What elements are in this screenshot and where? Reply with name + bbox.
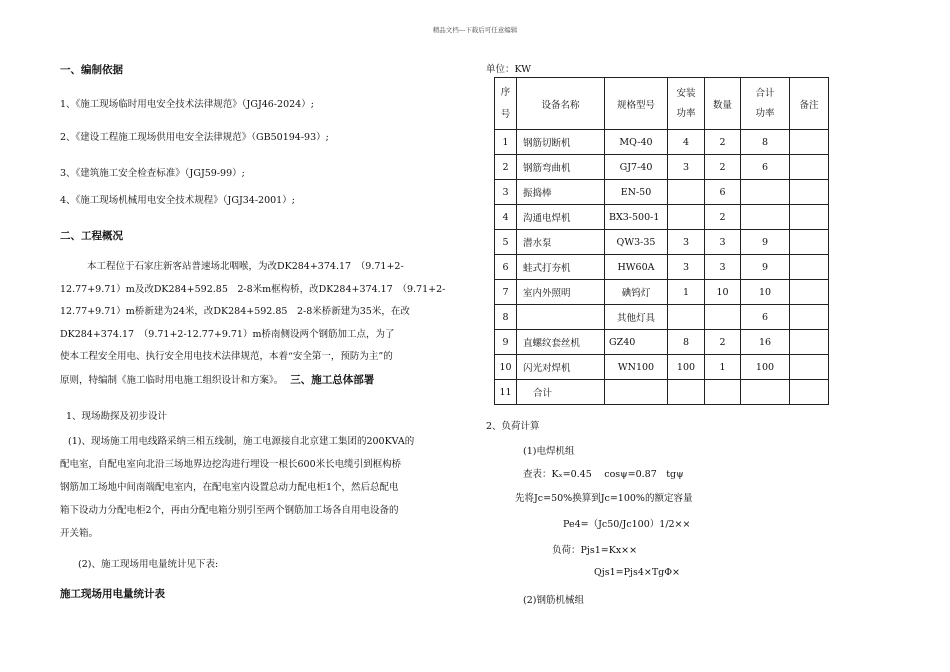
- cell-qty: [705, 380, 741, 405]
- cell-name: 振捣棒: [517, 180, 605, 205]
- cell-total: 100: [741, 355, 790, 380]
- cell-model: BX3-500-1: [605, 205, 668, 230]
- cell-total: [741, 380, 790, 405]
- unit-label: 单位：KW: [486, 64, 532, 75]
- cell-note: [790, 255, 829, 280]
- overview-line: 使本工程安全用电、执行安全用电技术法律规范，本着“安全第一，预防为主”的: [60, 351, 393, 362]
- load-formula: 负荷：Pjs1=Kx××: [552, 545, 638, 556]
- cell-model: GZ40: [605, 330, 668, 355]
- cell-no: 8: [495, 305, 517, 330]
- cell-no: 4: [495, 205, 517, 230]
- cell-qty: 2: [705, 330, 741, 355]
- overview-line: DK284+374.17 （9.71+2-12.77+9.71）m桥南侧设两个钢筋加工点，为了: [60, 328, 395, 340]
- table-row: [495, 255, 829, 280]
- cell-model: EN-50: [605, 180, 668, 205]
- table-row: [495, 130, 829, 155]
- cell-total: 8: [741, 130, 790, 155]
- col-header-name: 设备名称: [517, 78, 605, 130]
- cell-name: 合计: [517, 380, 605, 405]
- table-row: [495, 330, 829, 355]
- cell-name: [517, 305, 605, 330]
- col-header-qty: 数量: [705, 78, 741, 130]
- cell-total: 10: [741, 280, 790, 305]
- cell-qty: 2: [705, 155, 741, 180]
- cell-model: HW60A: [605, 255, 668, 280]
- table-header-row: [495, 78, 829, 130]
- cell-power: [668, 305, 705, 330]
- cell-total: 16: [741, 330, 790, 355]
- overview-line: 原则，特编制《施工临时用电施工组织设计和方案》。: [60, 374, 284, 386]
- cell-model: 其他灯具: [605, 305, 668, 330]
- cell-qty: 2: [705, 205, 741, 230]
- welder-group-title: (1)电焊机组: [523, 446, 575, 457]
- cell-power: 3: [668, 255, 705, 280]
- cell-note: [790, 280, 829, 305]
- cell-total: [741, 205, 790, 230]
- cell-total: 6: [741, 305, 790, 330]
- cell-note: [790, 205, 829, 230]
- cell-note: [790, 330, 829, 355]
- cell-no: 9: [495, 330, 517, 355]
- col-header-model: 规格型号: [605, 78, 668, 130]
- cell-power: 8: [668, 330, 705, 355]
- cell-power: [668, 180, 705, 205]
- qjs-formula: Qjs1=Pjs4×TgΦ×: [594, 567, 680, 578]
- cell-power: 4: [668, 130, 705, 155]
- overview-line: 12.77+9.71）m桥新建为24米，改DK284+592.85 2-8米桥新建为35米，在改: [60, 306, 410, 317]
- page-header: 精品文档---下载后可任意编辑: [432, 26, 518, 34]
- table-row-total: [495, 380, 829, 405]
- cell-note: [790, 355, 829, 380]
- overview-line: 本工程位于石家庄新客站普速场北咽喉，为改DK284+374.17 （9.71+2-: [87, 261, 404, 272]
- subsection-survey: 1、现场勘探及初步设计: [66, 411, 168, 422]
- cell-note: [790, 180, 829, 205]
- cell-model: MQ-40: [605, 130, 668, 155]
- survey-line: 配电室，自配电室向北沿三场地界边挖沟进行埋设一根长600米长电缆引到框构桥: [60, 459, 402, 470]
- cell-total: 6: [741, 155, 790, 180]
- col-header-total: 合计 功率: [741, 78, 790, 130]
- cell-name: 室内外照明: [517, 280, 605, 305]
- table-row: [495, 230, 829, 255]
- section-title-deployment: 三、施工总体部署: [290, 373, 375, 386]
- cell-note: [790, 130, 829, 155]
- cell-qty: 3: [705, 230, 741, 255]
- cell-total: 9: [741, 255, 790, 280]
- cell-qty: 6: [705, 180, 741, 205]
- cell-model: WN100: [605, 355, 668, 380]
- cell-name: 蛙式打夯机: [517, 255, 605, 280]
- cell-power: 1: [668, 280, 705, 305]
- reference-item: 2、《建设工程施工现场供用电安全法律规范》（GB50194-93）;: [60, 132, 329, 143]
- section-title-basis: 一、编制依据: [60, 64, 123, 76]
- col-header-power: 安装 功率: [668, 78, 705, 130]
- cell-no: 6: [495, 255, 517, 280]
- table-row: [495, 155, 829, 180]
- table-row: [495, 180, 829, 205]
- load-calc-title: 2、负荷计算: [486, 421, 540, 432]
- cell-qty: 3: [705, 255, 741, 280]
- col-header-note: 备注: [790, 78, 829, 130]
- survey-line: 钢筋加工场地中间南端配电室内，在配电室内设置总动力配电柜1个，然后总配电: [60, 482, 399, 493]
- cell-model: GJ7-40: [605, 155, 668, 180]
- cell-qty: 1: [705, 355, 741, 380]
- cell-name: 潜水泵: [517, 230, 605, 255]
- cell-no: 5: [495, 230, 517, 255]
- convert-line: 先将Jc=50%换算到Jc=100%的额定容量: [515, 493, 693, 504]
- cell-model: [605, 380, 668, 405]
- rebar-group-title: (2)钢筋机械组: [523, 595, 584, 606]
- cell-total: [741, 180, 790, 205]
- reference-item: 4、《施工现场机械用电安全技术规程》（JGJ34-2001）;: [60, 195, 295, 206]
- survey-line: 开关箱。: [60, 528, 99, 539]
- cell-note: [790, 305, 829, 330]
- cell-no: 2: [495, 155, 517, 180]
- cell-no: 3: [495, 180, 517, 205]
- cell-qty: 10: [705, 280, 741, 305]
- cell-name: 直螺纹套丝机: [517, 330, 605, 355]
- cell-name: 钢筋切断机: [517, 130, 605, 155]
- section-title-overview: 二、工程概况: [60, 230, 123, 242]
- reference-item: 1、《施工现场临时用电安全技术法律规范》（JGJ46-2024）;: [60, 99, 314, 110]
- cell-model: 碘钨灯: [605, 280, 668, 305]
- survey-paragraph: [60, 430, 480, 545]
- pe4-formula: Pe4=（Jc50/Jc100）1/2××: [563, 519, 691, 530]
- cell-name: 闪光对焊机: [517, 355, 605, 380]
- power-stat-table: [494, 77, 829, 405]
- cell-name: 钢筋弯曲机: [517, 155, 605, 180]
- table-row: [495, 205, 829, 230]
- overview-line: 12.77+9.71）m及改DK284+592.85 2-8米m框构桥，改DK284+374.17 （9.71+2-: [60, 283, 446, 295]
- cell-no: 1: [495, 130, 517, 155]
- cell-total: 9: [741, 230, 790, 255]
- table-row: [495, 355, 829, 380]
- cell-note: [790, 380, 829, 405]
- cell-note: [790, 230, 829, 255]
- reference-item: 3、《建筑施工安全检查标准》（JGJ59-99）;: [60, 168, 245, 179]
- cell-power: 3: [668, 155, 705, 180]
- survey-line: 箱下设动力分配电柜2个，再由分配电箱分别引至两个钢筋加工场各自用电设备的: [60, 505, 399, 516]
- cell-power: 100: [668, 355, 705, 380]
- table-row: [495, 280, 829, 305]
- cell-no: 10: [495, 355, 517, 380]
- table-title: 施工现场用电量统计表: [60, 588, 165, 600]
- cell-name: 沟通电焊机: [517, 205, 605, 230]
- overview-paragraph: [60, 256, 480, 392]
- cell-model: QW3-35: [605, 230, 668, 255]
- survey-line: (1)、现场施工用电线路采纳三相五线制，施工电源接自北京建工集团的200KVA的: [68, 436, 415, 447]
- cell-power: [668, 205, 705, 230]
- table-row: [495, 305, 829, 330]
- cell-qty: [705, 305, 741, 330]
- cell-no: 7: [495, 280, 517, 305]
- cell-qty: 2: [705, 130, 741, 155]
- lookup-line: 查表：Kₓ=0.45 cosψ=0.87 tgψ: [523, 469, 684, 480]
- cell-note: [790, 155, 829, 180]
- cell-power: [668, 380, 705, 405]
- cell-no: 11: [495, 380, 517, 405]
- col-header-seq: 序 号: [495, 78, 517, 130]
- cell-power: 3: [668, 230, 705, 255]
- stat-intro: (2)、施工现场用电量统计见下表:: [78, 559, 219, 570]
